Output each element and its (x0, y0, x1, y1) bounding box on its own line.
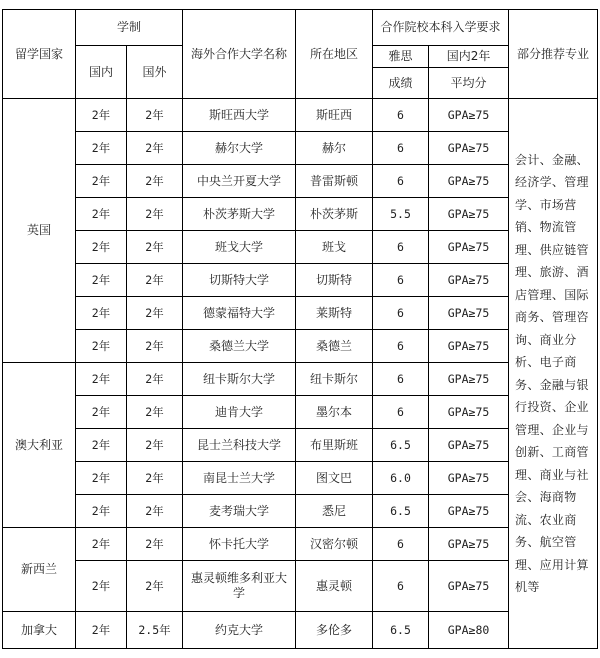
cell-gpa: GPA≥75 (429, 462, 509, 495)
cell-region: 切斯特 (296, 264, 373, 297)
table-row (3, 528, 598, 561)
cell-region: 莱斯特 (296, 297, 373, 330)
cell-university: 怀卡托大学 (183, 528, 296, 561)
cell-gpa: GPA≥75 (429, 528, 509, 561)
cell-region: 朴茨茅斯 (296, 198, 373, 231)
cell-university: 惠灵顿维多利亚大学 (183, 561, 296, 612)
cell-ielts: 6 (373, 561, 429, 612)
cell-university: 德蒙福特大学 (183, 297, 296, 330)
table-row (3, 99, 598, 132)
header-gpa-line2: 平均分 (429, 68, 509, 99)
cell-gpa: GPA≥75 (429, 330, 509, 363)
cell-gpa: GPA≥75 (429, 264, 509, 297)
cell-region: 惠灵顿 (296, 561, 373, 612)
cell-ielts: 6 (373, 231, 429, 264)
header-region: 所在地区 (296, 10, 373, 99)
cell-ielts: 6 (373, 528, 429, 561)
cell-university: 切斯特大学 (183, 264, 296, 297)
cell-university: 约克大学 (183, 612, 296, 649)
cell-gpa: GPA≥75 (429, 231, 509, 264)
cell-domestic: 2年 (76, 561, 127, 612)
majors-cell: 会计、金融、经济学、管理学、市场营销、物流管理、供应链管理、旅游、酒店管理、国际商务、管理咨询、商业分析、电子商务、金融与银行投资、企业管理、企业与创新、工商管理、商业与社会、海商物流、农业商务、航空管理、应用计算机等 (509, 99, 598, 649)
cell-domestic: 2年 (76, 99, 127, 132)
cell-abroad: 2年 (127, 561, 183, 612)
cell-abroad: 2年 (127, 132, 183, 165)
cell-domestic: 2年 (76, 165, 127, 198)
cell-ielts: 6.5 (373, 495, 429, 528)
cell-domestic: 2年 (76, 297, 127, 330)
cell-abroad: 2年 (127, 297, 183, 330)
cell-domestic: 2年 (76, 198, 127, 231)
header-ielts-line1: 雅思 (373, 46, 429, 68)
country-cell-ca: 加拿大 (3, 612, 76, 649)
cell-gpa: GPA≥75 (429, 363, 509, 396)
header-ielts-line2: 成绩 (373, 68, 429, 99)
cell-abroad: 2年 (127, 264, 183, 297)
header-domestic: 国内 (76, 46, 127, 99)
cell-ielts: 6 (373, 99, 429, 132)
table-row (3, 264, 598, 297)
cell-region: 赫尔 (296, 132, 373, 165)
table-row (3, 363, 598, 396)
cell-abroad: 2.5年 (127, 612, 183, 649)
cell-region: 图文巴 (296, 462, 373, 495)
cell-university: 中央兰开夏大学 (183, 165, 296, 198)
cell-abroad: 2年 (127, 429, 183, 462)
cell-abroad: 2年 (127, 99, 183, 132)
cell-university: 麦考瑞大学 (183, 495, 296, 528)
cell-domestic: 2年 (76, 462, 127, 495)
table-row (3, 495, 598, 528)
cell-university: 斯旺西大学 (183, 99, 296, 132)
country-cell-au: 澳大利亚 (3, 363, 76, 528)
cell-region: 布里斯班 (296, 429, 373, 462)
cell-region: 桑德兰 (296, 330, 373, 363)
cell-ielts: 6.5 (373, 429, 429, 462)
cell-region: 纽卡斯尔 (296, 363, 373, 396)
table-row (3, 132, 598, 165)
cell-gpa: GPA≥80 (429, 612, 509, 649)
cell-university: 朴茨茅斯大学 (183, 198, 296, 231)
table-row (3, 429, 598, 462)
cell-region: 汉密尔顿 (296, 528, 373, 561)
cell-ielts: 6 (373, 297, 429, 330)
cell-domestic: 2年 (76, 612, 127, 649)
cell-region: 斯旺西 (296, 99, 373, 132)
cell-domestic: 2年 (76, 396, 127, 429)
cell-domestic: 2年 (76, 231, 127, 264)
country-cell-nz: 新西兰 (3, 528, 76, 612)
cell-domestic: 2年 (76, 429, 127, 462)
cell-abroad: 2年 (127, 396, 183, 429)
cell-domestic: 2年 (76, 528, 127, 561)
cell-university: 班戈大学 (183, 231, 296, 264)
cell-gpa: GPA≥75 (429, 132, 509, 165)
cell-university: 桑德兰大学 (183, 330, 296, 363)
cell-ielts: 6 (373, 165, 429, 198)
table-row (3, 612, 598, 649)
country-cell-uk: 英国 (3, 99, 76, 363)
table-row (3, 198, 598, 231)
admission-table (2, 9, 598, 649)
cell-abroad: 2年 (127, 165, 183, 198)
cell-ielts: 6.5 (373, 612, 429, 649)
cell-abroad: 2年 (127, 198, 183, 231)
header-university: 海外合作大学名称 (183, 10, 296, 99)
cell-domestic: 2年 (76, 363, 127, 396)
cell-region: 悉尼 (296, 495, 373, 528)
cell-gpa: GPA≥75 (429, 561, 509, 612)
cell-gpa: GPA≥75 (429, 297, 509, 330)
cell-region: 多伦多 (296, 612, 373, 649)
cell-ielts: 5.5 (373, 198, 429, 231)
page-title (0, 0, 600, 9)
cell-university: 迪肯大学 (183, 396, 296, 429)
cell-region: 普雷斯顿 (296, 165, 373, 198)
cell-gpa: GPA≥75 (429, 198, 509, 231)
cell-domestic: 2年 (76, 330, 127, 363)
cell-abroad: 2年 (127, 495, 183, 528)
table-row (3, 297, 598, 330)
cell-domestic: 2年 (76, 495, 127, 528)
header-majors: 部分推荐专业 (509, 10, 598, 99)
table-row (3, 561, 598, 612)
table-row (3, 462, 598, 495)
cell-ielts: 6.0 (373, 462, 429, 495)
cell-ielts: 6 (373, 396, 429, 429)
cell-university: 赫尔大学 (183, 132, 296, 165)
header-requirements: 合作院校本科入学要求 (373, 10, 509, 46)
header-gpa-line1: 国内2年 (429, 46, 509, 68)
header-abroad: 国外 (127, 46, 183, 99)
cell-university: 昆士兰科技大学 (183, 429, 296, 462)
table-row (3, 396, 598, 429)
cell-ielts: 6 (373, 264, 429, 297)
cell-gpa: GPA≥75 (429, 165, 509, 198)
cell-ielts: 6 (373, 132, 429, 165)
cell-gpa: GPA≥75 (429, 396, 509, 429)
table-row (3, 231, 598, 264)
cell-university: 纽卡斯尔大学 (183, 363, 296, 396)
header-row-1 (3, 10, 598, 46)
cell-gpa: GPA≥75 (429, 495, 509, 528)
table-row (3, 165, 598, 198)
cell-abroad: 2年 (127, 231, 183, 264)
cell-gpa: GPA≥75 (429, 99, 509, 132)
cell-domestic: 2年 (76, 132, 127, 165)
header-country: 留学国家 (3, 10, 76, 99)
cell-gpa: GPA≥75 (429, 429, 509, 462)
cell-abroad: 2年 (127, 330, 183, 363)
cell-region: 墨尔本 (296, 396, 373, 429)
cell-university: 南昆士兰大学 (183, 462, 296, 495)
cell-domestic: 2年 (76, 264, 127, 297)
cell-ielts: 6 (373, 363, 429, 396)
table-row (3, 330, 598, 363)
cell-ielts: 6 (373, 330, 429, 363)
cell-abroad: 2年 (127, 462, 183, 495)
cell-region: 班戈 (296, 231, 373, 264)
cell-abroad: 2年 (127, 528, 183, 561)
cell-abroad: 2年 (127, 363, 183, 396)
header-duration: 学制 (76, 10, 183, 46)
